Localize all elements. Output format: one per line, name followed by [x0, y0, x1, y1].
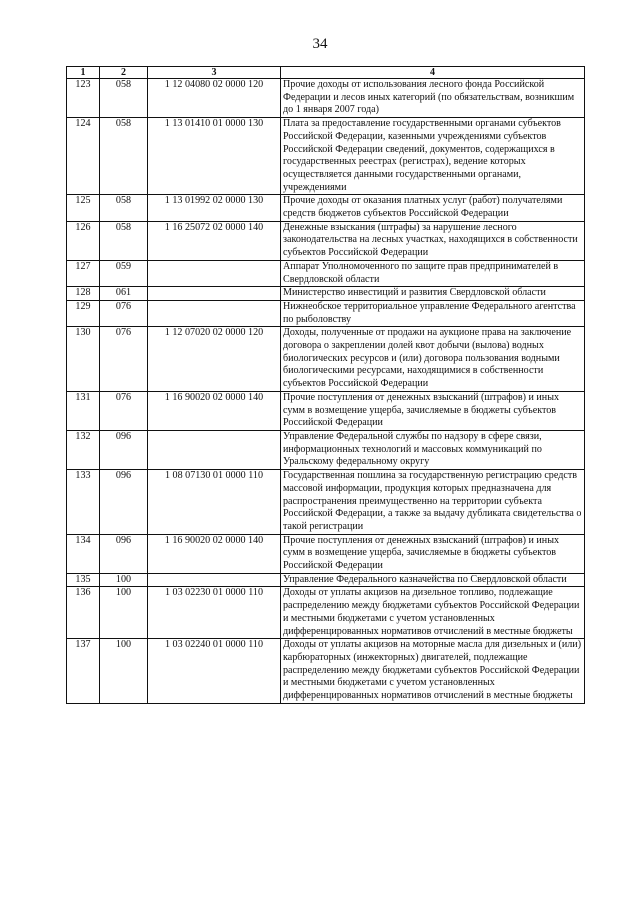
table-row — [67, 300, 585, 326]
admin-code-cell: 100 — [100, 639, 148, 704]
revenue-name-cell: Прочие доходы от использования лесного фонда Российской Федерации и лесов иных категорий (по обязательствам, возникшим до 1 января 2007 года) — [281, 79, 585, 118]
admin-code-cell: 100 — [100, 573, 148, 587]
table-row — [67, 573, 585, 587]
admin-code-cell: 096 — [100, 430, 148, 469]
revenue-name-cell: Нижнеобское территориальное управление Федерального агентства по рыболовству — [281, 300, 585, 326]
revenue-name-cell: Доходы, полученные от продажи на аукционе права на заключение договора о закреплении долей квот добычи (вылова) водных биологических ресурсов и (или) договора пользования водными биологическими ресурсами, находящимися в собственности субъектов Российской Федерации — [281, 327, 585, 392]
revenue-code-cell — [148, 300, 281, 326]
admin-code-cell: 058 — [100, 79, 148, 118]
row-number-cell: 133 — [67, 470, 100, 535]
row-number-cell: 125 — [67, 195, 100, 221]
revenue-code-cell: 1 03 02240 01 0000 110 — [148, 639, 281, 704]
revenue-name-cell: Аппарат Уполномоченного по защите прав предпринимателей в Свердловской области — [281, 260, 585, 286]
admin-code-cell: 096 — [100, 470, 148, 535]
table-row — [67, 430, 585, 469]
revenue-name-cell: Прочие доходы от оказания платных услуг (работ) получателями средств бюджетов субъектов Российской Федерации — [281, 195, 585, 221]
revenue-name-cell: Министерство инвестиций и развития Свердловской области — [281, 287, 585, 301]
revenue-name-cell: Государственная пошлина за государственную регистрацию средств массовой информации, продукция которых предназначена для распространения преимущественно на территории субъекта Российской Федерации, а также за выдачу дубликата свидетельства о такой регистрации — [281, 470, 585, 535]
admin-code-cell: 076 — [100, 300, 148, 326]
table-row — [67, 79, 585, 118]
revenue-code-cell: 1 16 25072 02 0000 140 — [148, 221, 281, 260]
row-number-cell: 134 — [67, 534, 100, 573]
admin-code-cell: 058 — [100, 118, 148, 195]
row-number-cell: 132 — [67, 430, 100, 469]
admin-code-cell: 076 — [100, 327, 148, 392]
revenue-code-cell: 1 03 02230 01 0000 110 — [148, 587, 281, 639]
revenue-code-cell: 1 16 90020 02 0000 140 — [148, 534, 281, 573]
row-number-cell: 126 — [67, 221, 100, 260]
revenue-name-cell: Доходы от уплаты акцизов на моторные масла для дизельных и (или) карбюраторных (инжекторных) двигателей, подлежащие распределению между бюджетами субъектов Российской Федерации и местными бюджетами с учетом установленных дифференцированных нормативов отчислений в местные бюджеты — [281, 639, 585, 704]
revenue-codes-table — [66, 66, 585, 704]
revenue-code-cell: 1 12 07020 02 0000 120 — [148, 327, 281, 392]
table-body — [67, 79, 585, 704]
header-col-4: 4 — [281, 67, 585, 79]
row-number-cell: 135 — [67, 573, 100, 587]
revenue-code-cell — [148, 287, 281, 301]
page-number: 34 — [312, 36, 328, 52]
header-col-1: 1 — [67, 67, 100, 79]
admin-code-cell: 058 — [100, 195, 148, 221]
admin-code-cell: 059 — [100, 260, 148, 286]
table-row — [67, 195, 585, 221]
row-number-cell: 128 — [67, 287, 100, 301]
table-row — [67, 221, 585, 260]
revenue-code-cell: 1 12 04080 02 0000 120 — [148, 79, 281, 118]
row-number-cell: 137 — [67, 639, 100, 704]
revenue-name-cell: Управление Федерального казначейства по Свердловской области — [281, 573, 585, 587]
table-row — [67, 260, 585, 286]
row-number-cell: 131 — [67, 391, 100, 430]
row-number-cell: 136 — [67, 587, 100, 639]
row-number-cell: 123 — [67, 79, 100, 118]
table-row — [67, 118, 585, 195]
header-col-2: 2 — [100, 67, 148, 79]
table-row — [67, 287, 585, 301]
row-number-cell: 130 — [67, 327, 100, 392]
admin-code-cell: 058 — [100, 221, 148, 260]
revenue-code-cell — [148, 573, 281, 587]
revenue-code-cell: 1 16 90020 02 0000 140 — [148, 391, 281, 430]
admin-code-cell: 061 — [100, 287, 148, 301]
admin-code-cell: 100 — [100, 587, 148, 639]
revenue-name-cell: Управление Федеральной службы по надзору в сфере связи, информационных технологий и массовых коммуникаций по Уральскому федеральному округу — [281, 430, 585, 469]
admin-code-cell: 096 — [100, 534, 148, 573]
table-row — [67, 587, 585, 639]
table-row — [67, 534, 585, 573]
revenue-code-cell — [148, 260, 281, 286]
table-header-row — [67, 67, 585, 79]
revenue-name-cell: Прочие поступления от денежных взысканий (штрафов) и иных сумм в возмещение ущерба, зачисляемые в бюджеты субъектов Российской Федерации — [281, 391, 585, 430]
header-col-3: 3 — [148, 67, 281, 79]
table-row — [67, 639, 585, 704]
row-number-cell: 124 — [67, 118, 100, 195]
revenue-name-cell: Прочие поступления от денежных взысканий (штрафов) и иных сумм в возмещение ущерба, зачисляемые в бюджеты субъектов Российской Федерации — [281, 534, 585, 573]
table-row — [67, 327, 585, 392]
table-row — [67, 470, 585, 535]
revenue-code-cell: 1 13 01992 02 0000 130 — [148, 195, 281, 221]
revenue-code-cell: 1 13 01410 01 0000 130 — [148, 118, 281, 195]
row-number-cell: 127 — [67, 260, 100, 286]
revenue-name-cell: Плата за предоставление государственными органами субъектов Российской Федерации, казенными учреждениями субъектов Российской Федерации сведений, документов, содержащихся в государственных реестрах (регистрах), ведение которых осуществляется данными государственными органами, учреждениями — [281, 118, 585, 195]
revenue-name-cell: Доходы от уплаты акцизов на дизельное топливо, подлежащие распределению между бюджетами субъектов Российской Федерации и местными бюджетами с учетом установленных дифференцированных нормативов отчислений в местные бюджеты — [281, 587, 585, 639]
revenue-code-cell: 1 08 07130 01 0000 110 — [148, 470, 281, 535]
admin-code-cell: 076 — [100, 391, 148, 430]
row-number-cell: 129 — [67, 300, 100, 326]
revenue-name-cell: Денежные взыскания (штрафы) за нарушение лесного законодательства на лесных участках, находящихся в собственности субъектов Российской Федерации — [281, 221, 585, 260]
revenue-code-cell — [148, 430, 281, 469]
table-row — [67, 391, 585, 430]
